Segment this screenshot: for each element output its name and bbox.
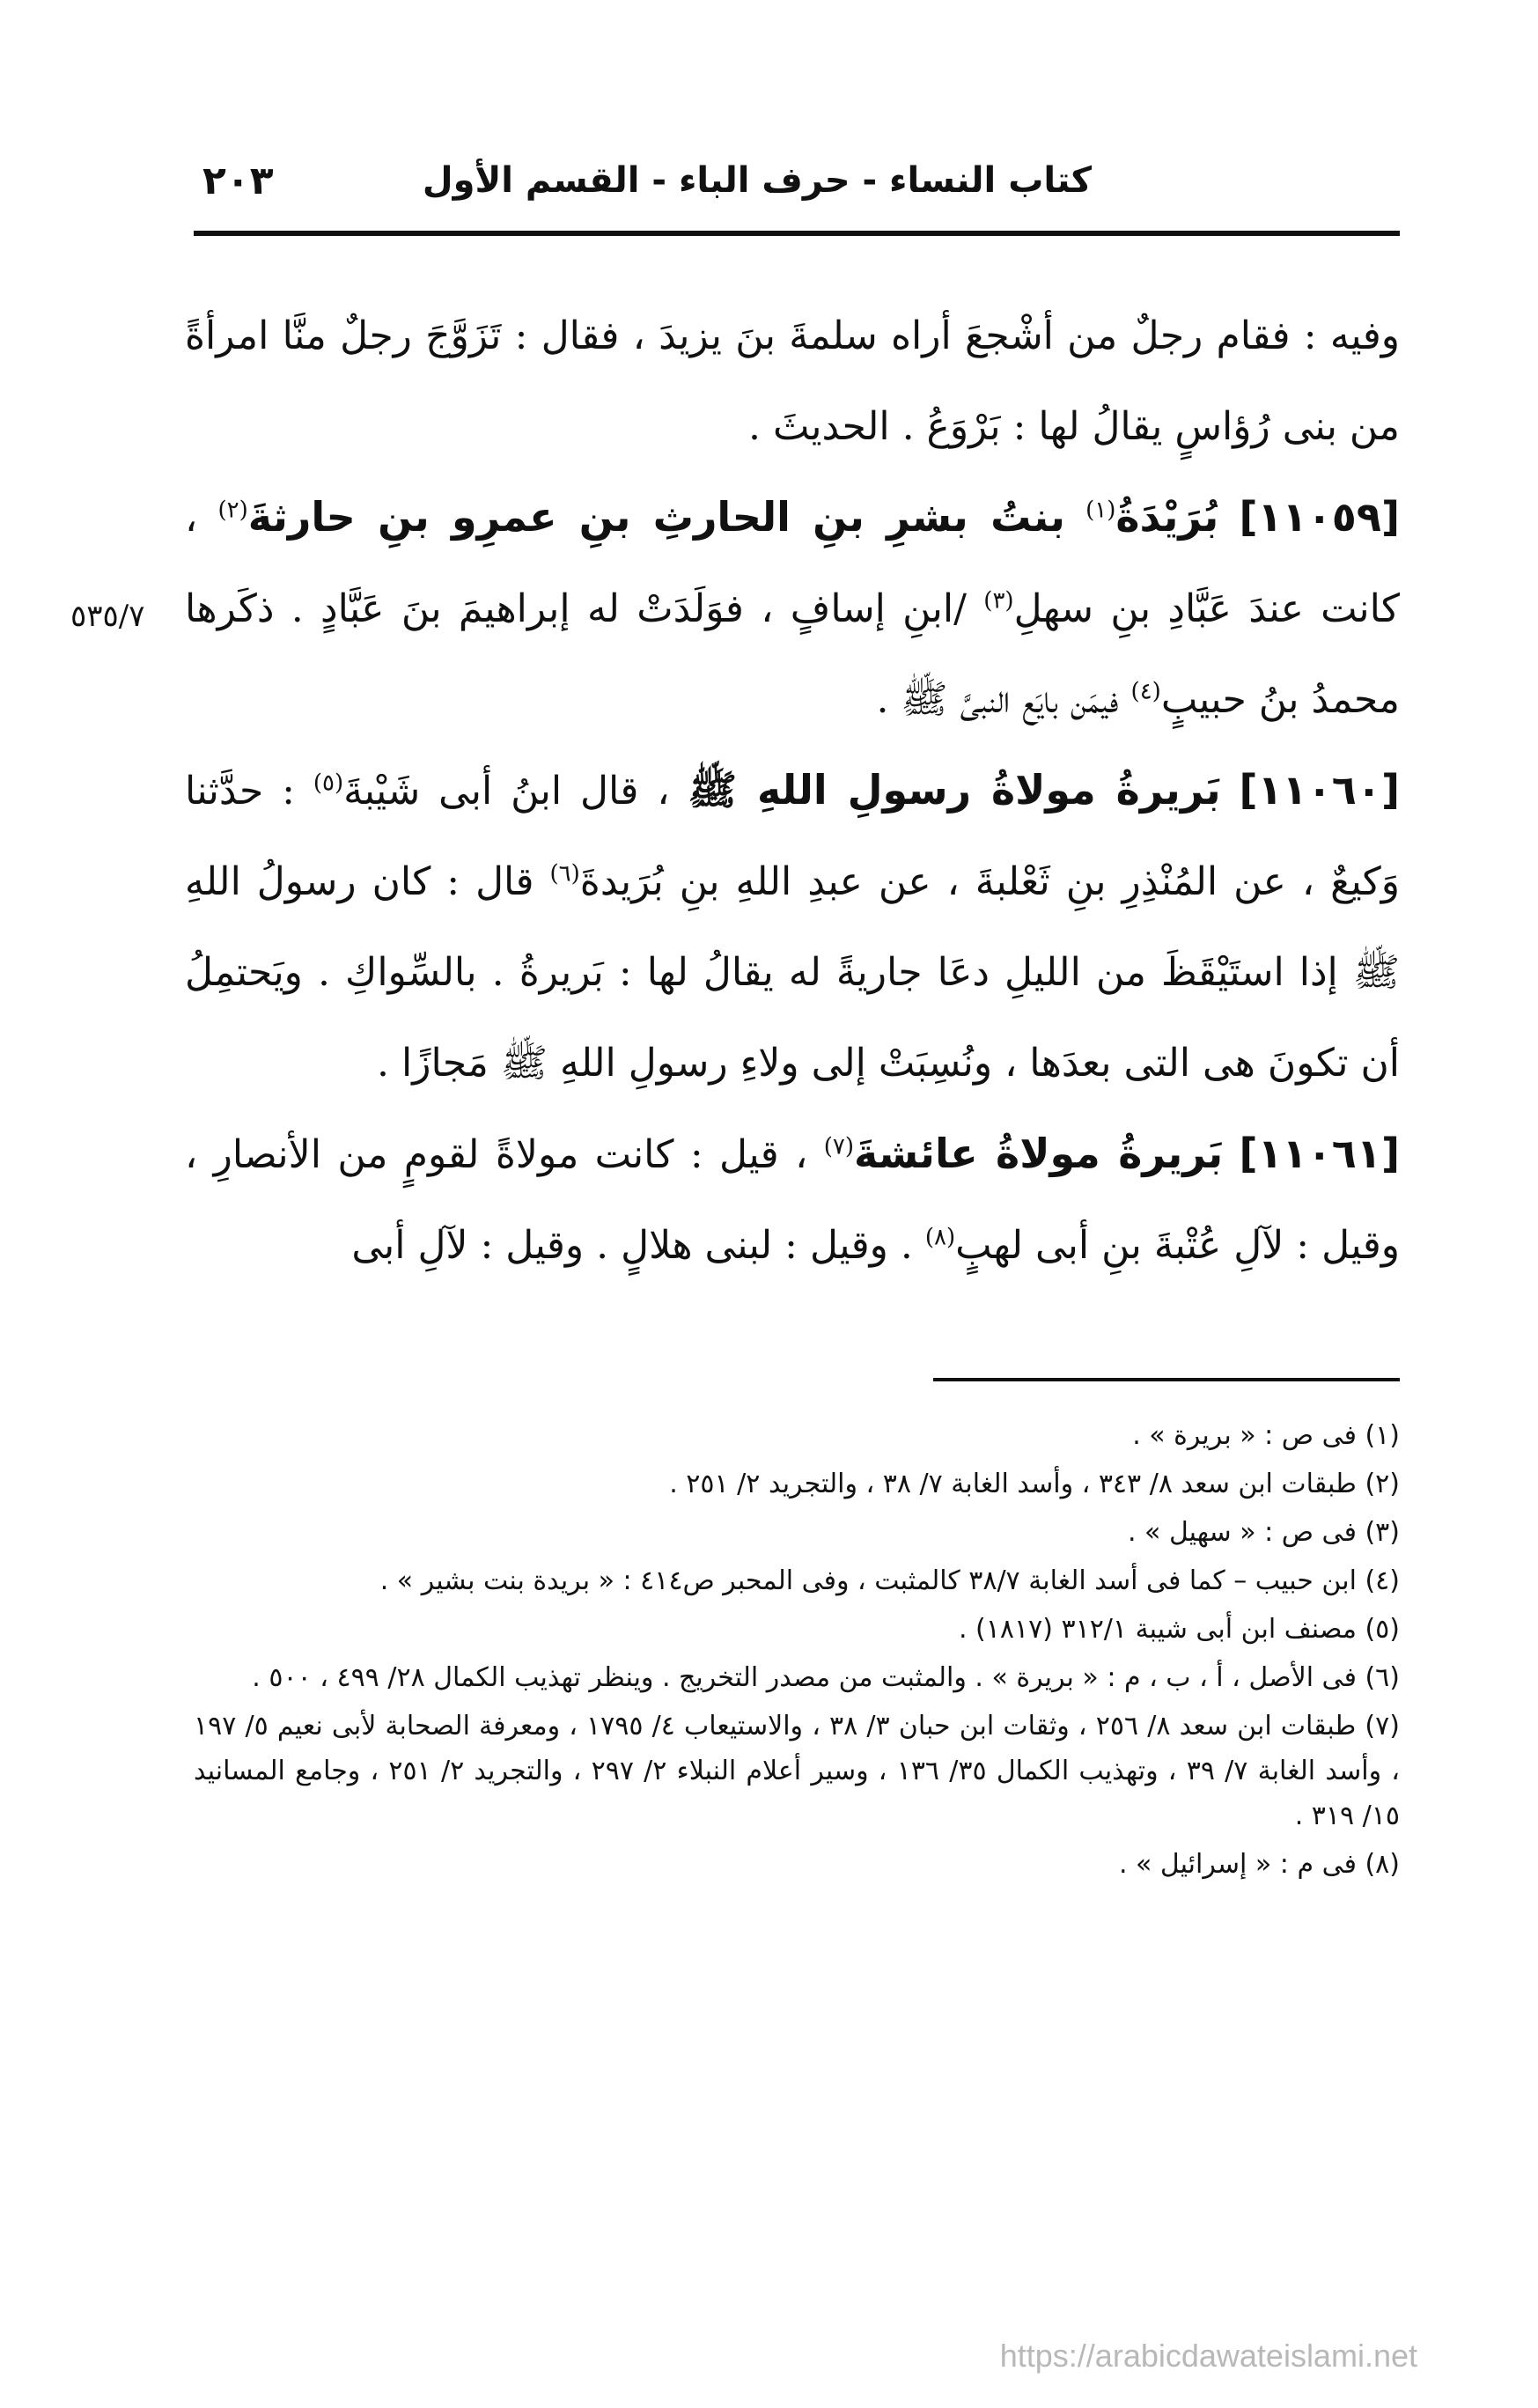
entry-name-lineage: بنتُ بشرِ بنِ الحارثِ بنِ عمرِو بنِ حارثةَ	[247, 493, 1065, 541]
footnote: (٢) طبقات ابن سعد ٨/ ٣٤٣ ، وأسد الغابة ٧/ ٣٨ ، والتجريد ٢/ ٢٥١ .	[669, 1469, 1400, 1499]
paragraph-intro: وفيه : فقام رجلٌ من أشْجعَ أراه سلمةَ بنَ يزيدَ ، فقال : تَزَوَّجَ رجلٌ منَّا امرأةً من بنى رُؤاسٍ يقالُ لها : بَرْوَعُ . الحديثَ .	[185, 313, 1400, 449]
entry-text: . وقيل : لبنى هلالٍ . وقيل : لآلِ أبى	[351, 1223, 913, 1268]
footnote: (٨) فى م : « إسرائيل » .	[1118, 1849, 1400, 1880]
entry-text: /ابنِ إسافٍ ، فوَلَدَتْ له إبراهيمَ بنَ عَبَّادٍ . ذكَرها محمدُ بنُ حبيبٍ	[185, 586, 1400, 722]
page-header	[194, 145, 1391, 216]
entry-11060	[185, 745, 1400, 1108]
footnote: (٦) فى الأصل ، أ ، ب ، م : « بريرة » . والمثبت من مصدر التخريج . وينظر تهذيب الكمال ٢٨/ ٤٩٩ ، ٥٠٠ .	[252, 1662, 1400, 1693]
entry-number: [١١٠٦١]	[1239, 1130, 1400, 1177]
footnote-ref: (٧)	[823, 1133, 854, 1160]
main-text	[185, 291, 1400, 1291]
footnote: (٥) مصنف ابن أبى شيبة ٣١٢/١ (١٨١٧) .	[958, 1614, 1400, 1645]
footnote-ref: (٥)	[313, 770, 344, 797]
entry-text: ، كانت عندَ عَبَّادِ بنِ سهلِ	[185, 496, 1400, 631]
entry-11059	[185, 472, 1400, 745]
footnote-ref: (٤)	[1130, 678, 1161, 705]
footnote-rule	[933, 1378, 1400, 1381]
entry-number: [١١٠٥٩]	[1239, 493, 1400, 541]
running-title: كتاب النساء - حرف الباء - القسم الأول	[422, 160, 1092, 201]
entry-11061	[185, 1108, 1400, 1291]
entry-text: ، قيل : كانت مولاةً لقومٍ من الأنصارِ ، وقيل : لآلِ عُتْبةَ بنِ أبى لهبٍ	[185, 1132, 1400, 1268]
entry-text: قال : كان رسولُ اللهِ ﷺ إذا استَيْقَظَ من الليلِ دعَا جاريةً له يقالُ لها : بَريرةُ . بالسِّواكِ . ويَحتمِلُ أن تكونَ هى التى بعدَها ، ونُسِبَتْ إلى ولاءِ رسولِ اللهِ ﷺ مَجازًا .	[185, 859, 1400, 1086]
footnote: (٤) ابن حبيب – كما فى أسد الغابة ٣٨/٧ كالمثبت ، وفى المحبر ص٤١٤ : « بريدة بنت بشير » .	[379, 1565, 1400, 1596]
entry-text: ، قال ابنُ أبى شَيْبةَ	[343, 769, 670, 814]
footnote-ref: (٣)	[983, 587, 1014, 615]
footnote-ref: (٨)	[924, 1224, 956, 1251]
header-rule	[194, 231, 1400, 236]
watermark-url: https://arabicdawateislami.net	[999, 2338, 1417, 2374]
footnote: (٣) فى ص : « سهيل » .	[1127, 1517, 1400, 1548]
entry-number: [١١٠٦٠]	[1239, 766, 1400, 814]
entry-name: بَريرةُ مولاةُ عائشةَ	[853, 1130, 1224, 1177]
footnote-ref: (٢)	[217, 497, 248, 524]
margin-reference: ٥٣٥/٧	[70, 599, 145, 634]
page-number: ٢٠٣	[202, 158, 274, 203]
footnote-ref: (٦)	[549, 860, 580, 887]
footnotes	[194, 1413, 1400, 1890]
footnote: (٧) طبقات ابن سعد ٨/ ٢٥٦ ، وثقات ابن حبان ٣/ ٣٨ ، والاستيعاب ٤/ ١٧٩٥ ، ومعرفة الصحابة لأبى نعيم ٥/ ١٩٧ ، وأسد الغابة ٧/ ٣٩ ، وتهذيب الكمال ٣٥/ ١٣٦ ، وسير أعلام النبلاء ٢/ ٢٩٧ ، والتجريد ٢/ ٢٥١ ، وجامع المسانيد ١٥/ ٣١٩ .	[194, 1711, 1400, 1831]
entry-name: بَريرةُ مولاةُ رسولِ اللهِ ﷺ	[688, 766, 1221, 814]
entry-text: فيمَن بايَع النبىَّ ﷺ .	[876, 677, 1119, 722]
footnote-ref: (١)	[1085, 497, 1116, 524]
footnote: (١) فى ص : « بريرة » .	[1132, 1420, 1400, 1451]
entry-name: بُرَيْدَةُ	[1115, 493, 1219, 541]
entry-text: : حدَّثنا وَكيعٌ ، عن المُنْذِرِ بنِ ثَعْلبةَ ، عن عبدِ اللهِ بنِ بُرَيدةَ	[185, 769, 1400, 904]
